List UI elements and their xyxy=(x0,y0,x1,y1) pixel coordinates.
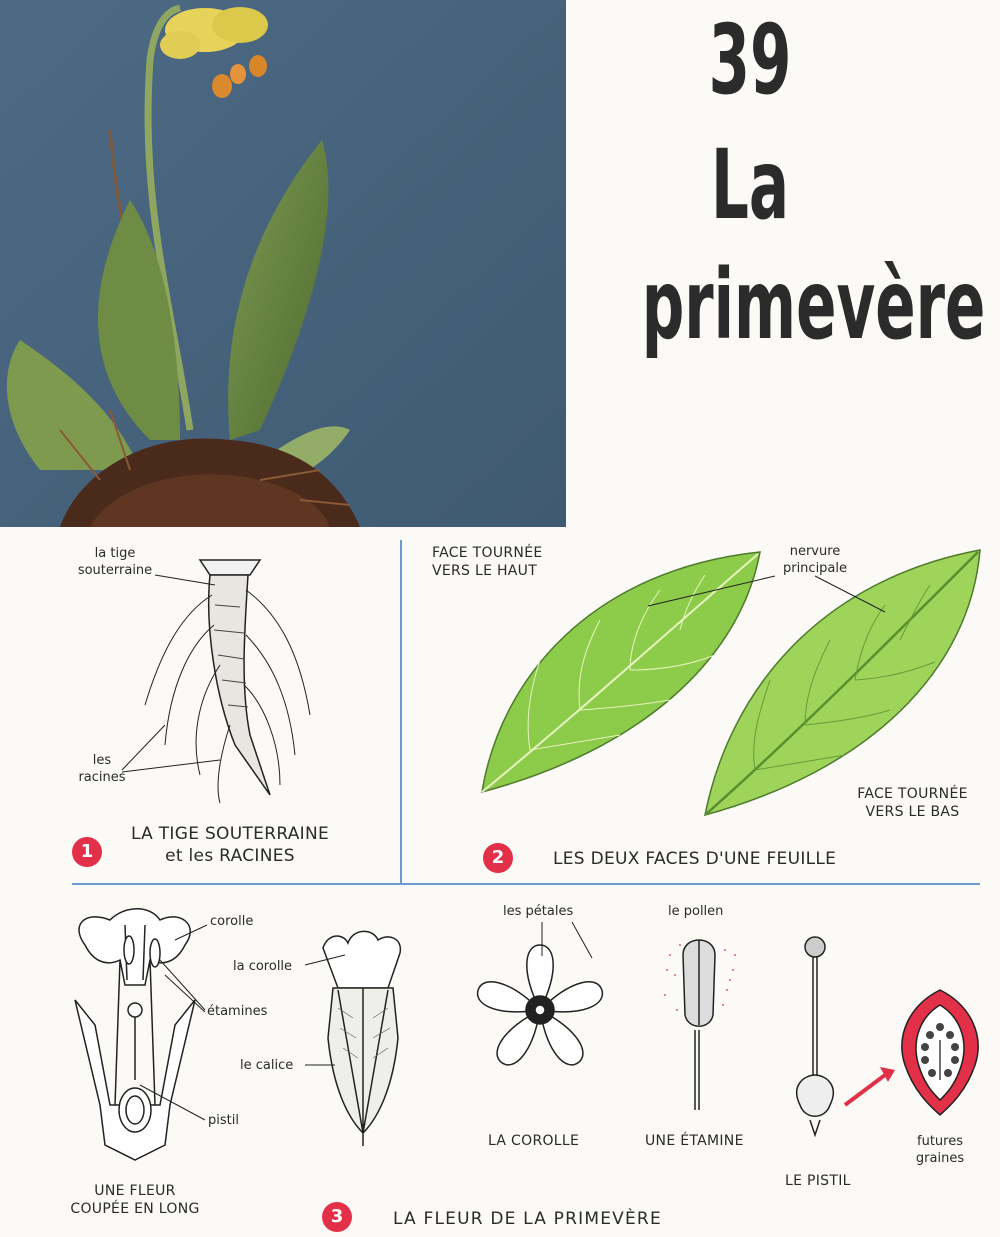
caption-flower: LA FLEUR DE LA PRIMEVÈRE xyxy=(393,1209,662,1229)
stamen-diagram xyxy=(655,925,745,1115)
caption-flower-cut: UNE FLEUR COUPÉE EN LONG xyxy=(70,1183,200,1217)
leaves-diagram xyxy=(470,540,990,820)
vertical-divider xyxy=(400,540,402,885)
label-face-down: FACE TOURNÉE VERS LE BAS xyxy=(857,786,968,820)
pointer-roots xyxy=(120,720,230,780)
ovary-diagram xyxy=(840,985,990,1125)
label-le-calice: le calice xyxy=(240,1058,294,1073)
label-face-up: FACE TOURNÉE VERS LE HAUT xyxy=(432,545,543,579)
page-title-line1: La xyxy=(710,129,790,241)
horizontal-divider xyxy=(72,883,980,885)
corolla-diagram xyxy=(460,940,620,1080)
primrose-photo xyxy=(0,0,566,527)
pointers-petales xyxy=(530,920,600,960)
label-pistil: pistil xyxy=(208,1113,239,1128)
label-vein: nervure principale xyxy=(782,544,848,576)
caption-corolle: LA COROLLE xyxy=(488,1133,580,1149)
badge-3: 3 xyxy=(322,1202,352,1232)
pointers-cut-flower xyxy=(135,920,215,1130)
caption-root: LA TIGE SOUTERRAINE et les RACINES xyxy=(130,824,330,866)
label-etamines: étamines xyxy=(207,1004,268,1019)
caption-pistil: LE PISTIL xyxy=(785,1173,851,1189)
label-petales: les pétales xyxy=(503,904,574,919)
page-title-line2: primevère xyxy=(641,249,986,361)
pointers-whole-flower xyxy=(300,950,350,1070)
label-corolle: corolle xyxy=(210,914,254,929)
pointer-stem xyxy=(150,570,220,590)
badge-1: 1 xyxy=(72,837,102,867)
label-la-corolle: la corolle xyxy=(233,959,293,974)
caption-etamine: UNE ÉTAMINE xyxy=(645,1133,744,1149)
caption-leaves: LES DEUX FACES D'UNE FEUILLE xyxy=(553,849,837,869)
label-pollen: le pollen xyxy=(668,904,724,919)
label-roots: les racines xyxy=(78,753,126,785)
badge-2: 2 xyxy=(483,843,513,873)
label-graines: futures graines xyxy=(915,1134,965,1166)
chapter-number: 39 xyxy=(708,4,792,116)
label-stem: la tige souterraine xyxy=(77,546,153,578)
